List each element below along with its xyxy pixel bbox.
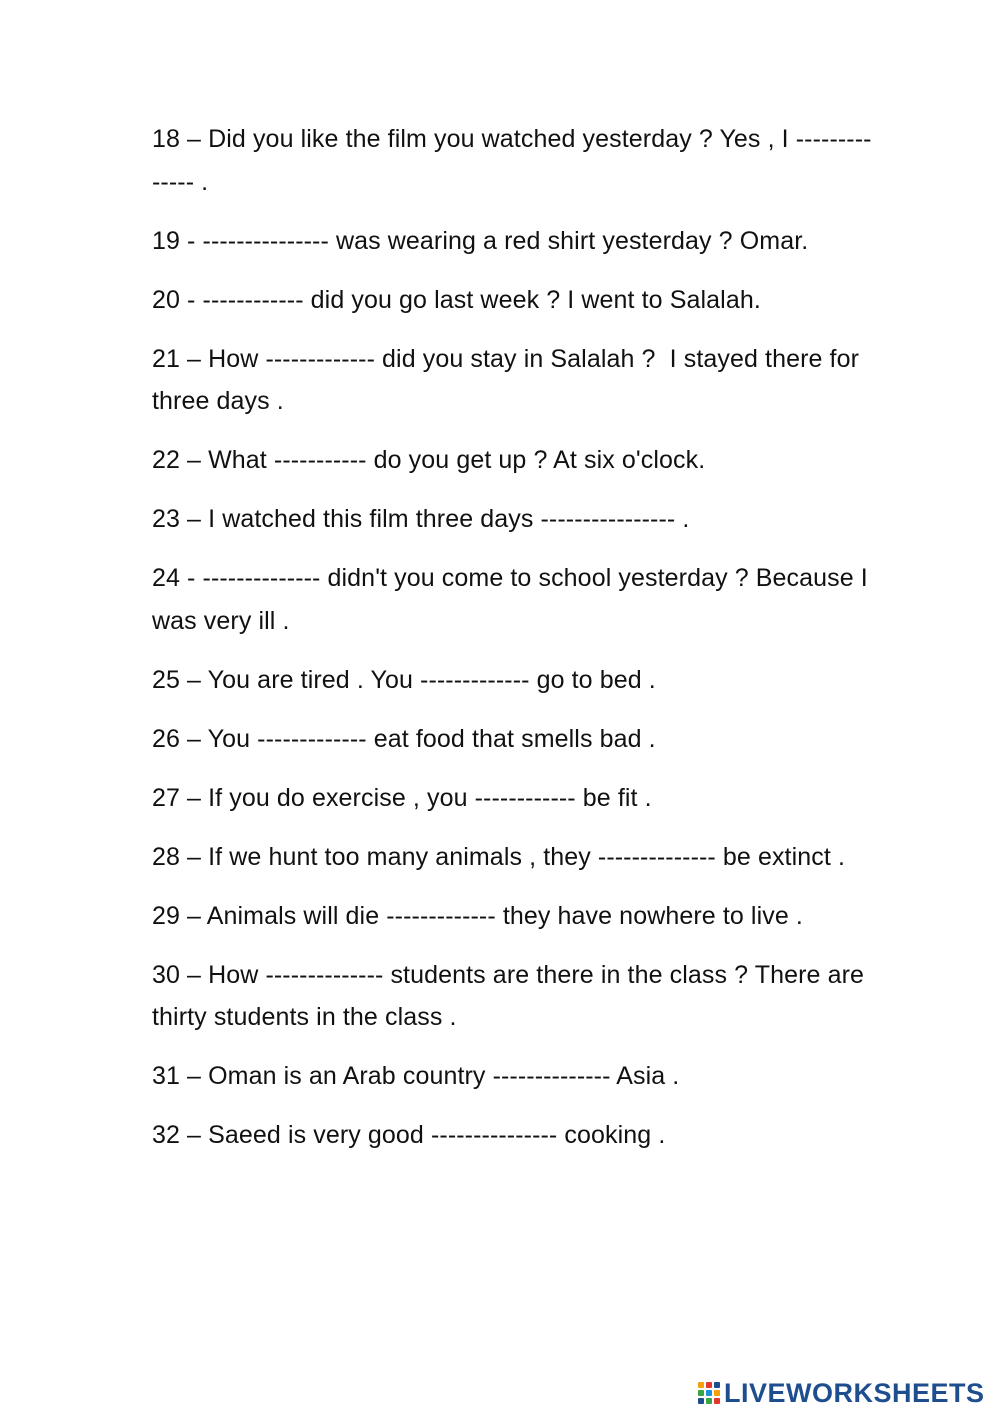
question-20: 20 - ------------ did you go last week ? I went to Salalah. — [152, 285, 761, 314]
question-19: 19 - --------------- was wearing a red shirt yesterday ? Omar. — [152, 226, 809, 255]
question-29: 29 – Animals will die ------------- they have nowhere to live . — [152, 901, 803, 930]
question-21: 21 – How ------------- did you stay in Salalah ? I stayed there for three days . — [152, 344, 867, 415]
question-24: 24 - -------------- didn't you come to school yesterday ? Because I was very ill . — [152, 564, 875, 635]
question-18: 18 – Did you like the film you watched yesterday ? Yes , I -------------- . — [152, 125, 872, 196]
brand-name: LIVEWORKSHEETS — [724, 1377, 985, 1408]
question-31: 31 – Oman is an Arab country -------------- Asia . — [152, 1062, 680, 1090]
question-26: 26 – You ------------- eat food that smells bad . — [152, 724, 656, 753]
question-30: 30 – How -------------- students are there in the class ? There are thirty students in the class . — [152, 960, 872, 1031]
worksheet-questions — [152, 118, 875, 1173]
question-27: 27 – If you do exercise , you ------------ be fit . — [152, 783, 652, 812]
liveworksheets-logo-icon — [698, 1380, 720, 1406]
question-32: 32 – Saeed is very good --------------- cooking . — [152, 1121, 666, 1149]
question-28: 28 – If we hunt too many animals , they -------------- be extinct . — [152, 842, 846, 871]
liveworksheets-brand — [698, 1376, 985, 1410]
question-23: 23 – I watched this film three days ---------------- . — [152, 505, 690, 533]
question-22: 22 – What ----------- do you get up ? At six o'clock. — [152, 446, 706, 474]
question-25: 25 – You are tired . You ------------- go to bed . — [152, 665, 656, 694]
